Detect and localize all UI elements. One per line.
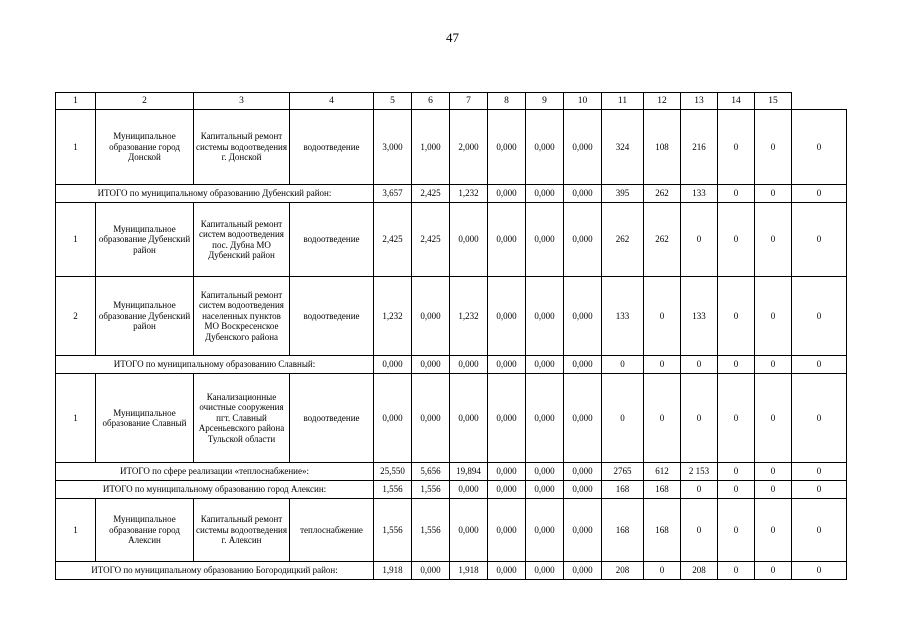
table-cell: 0 <box>718 499 755 562</box>
header-cell: 15 <box>755 93 792 110</box>
table-cell: 0 <box>681 481 718 499</box>
table-cell: 0,000 <box>412 356 450 374</box>
table-cell: 0 <box>718 277 755 356</box>
table-cell: 0 <box>644 277 681 356</box>
table-cell: 0 <box>681 499 718 562</box>
table-cell: 262 <box>644 185 681 203</box>
table-cell: 0,000 <box>488 277 526 356</box>
table-cell: 2,000 <box>450 110 488 185</box>
table-cell: 1,556 <box>412 499 450 562</box>
table-cell: 1,918 <box>374 562 412 580</box>
table-cell: Капитальный ремонт системы водоотведения г. Алексин <box>194 499 290 562</box>
table-cell: 0 <box>792 463 847 481</box>
table-cell: 0,000 <box>526 481 564 499</box>
table-cell: 0 <box>644 356 681 374</box>
table-cell: 1,556 <box>412 481 450 499</box>
table-cell: 0,000 <box>488 499 526 562</box>
table-cell: 0 <box>755 185 792 203</box>
table-cell: 0 <box>755 463 792 481</box>
header-cell: 8 <box>488 93 526 110</box>
table-row <box>56 277 847 356</box>
table-cell: 0,000 <box>564 562 602 580</box>
table-cell: Муниципальное образование Дубенский район <box>96 277 194 356</box>
table-cell: 0,000 <box>488 185 526 203</box>
header-cell: 6 <box>412 93 450 110</box>
header-cell: 5 <box>374 93 412 110</box>
table-cell: 25,550 <box>374 463 412 481</box>
table-cell: 0,000 <box>374 356 412 374</box>
table-cell: 0,000 <box>564 277 602 356</box>
table-cell: 0 <box>602 356 644 374</box>
table-cell: 0 <box>718 481 755 499</box>
table-cell: 2765 <box>602 463 644 481</box>
header-cell: 7 <box>450 93 488 110</box>
table-cell: 5,656 <box>412 463 450 481</box>
table-cell: 0 <box>718 110 755 185</box>
table-row <box>56 203 847 277</box>
table-cell: 1,232 <box>450 185 488 203</box>
subtotal-label: ИТОГО по сфере реализации «теплоснабжение»: <box>56 463 374 481</box>
table-cell: 0 <box>755 562 792 580</box>
table-cell: 2,425 <box>412 185 450 203</box>
table-cell: 0,000 <box>526 110 564 185</box>
table-cell: 0 <box>681 203 718 277</box>
table-cell: 0,000 <box>488 481 526 499</box>
table-cell: 0 <box>681 374 718 463</box>
table-cell: 0 <box>792 481 847 499</box>
table-cell: 208 <box>681 562 718 580</box>
table-cell: 0,000 <box>412 562 450 580</box>
subtotal-label: ИТОГО по муниципальному образованию Дубенский район: <box>56 185 374 203</box>
table-cell: 133 <box>681 277 718 356</box>
header-cell: 10 <box>564 93 602 110</box>
table-cell: 1,556 <box>374 499 412 562</box>
table-cell: 0 <box>755 110 792 185</box>
table-cell: 0 <box>755 277 792 356</box>
table-cell: 168 <box>644 481 681 499</box>
table-cell: 0,000 <box>526 203 564 277</box>
table-cell: 0 <box>718 185 755 203</box>
table-cell: теплоснабжение <box>290 499 374 562</box>
table-row <box>56 110 847 185</box>
table-cell: 0,000 <box>450 203 488 277</box>
table-cell: 0,000 <box>374 374 412 463</box>
table-cell: 0 <box>792 277 847 356</box>
table-cell: 168 <box>602 499 644 562</box>
table-cell: 0,000 <box>526 463 564 481</box>
table-cell: 0,000 <box>564 499 602 562</box>
page-number: 47 <box>446 30 459 45</box>
table-cell: 3,657 <box>374 185 412 203</box>
table-cell: 2,425 <box>374 203 412 277</box>
header-cell: 13 <box>681 93 718 110</box>
table-cell: 0,000 <box>564 374 602 463</box>
table-cell: 0,000 <box>564 356 602 374</box>
table-cell: 262 <box>644 203 681 277</box>
table-cell: 1 <box>56 499 96 562</box>
table-cell: 1 <box>56 110 96 185</box>
table-cell: Капитальный ремонт систем водоотведения населенных пунктов МО Воскресенское Дубенского района <box>194 277 290 356</box>
table-cell: 0,000 <box>526 185 564 203</box>
table-cell: Капитальный ремонт систем водоотведения пос. Дубна МО Дубенский район <box>194 203 290 277</box>
table-cell: 0,000 <box>412 277 450 356</box>
table-cell: 2 <box>56 277 96 356</box>
table-cell: 0 <box>644 562 681 580</box>
table-cell: 2,425 <box>412 203 450 277</box>
table-cell: 208 <box>602 562 644 580</box>
subtotal-label: ИТОГО по муниципальному образованию Богородицкий район: <box>56 562 374 580</box>
subtotal-row <box>56 481 847 499</box>
table-cell: 0,000 <box>564 463 602 481</box>
table-cell: 0,000 <box>526 499 564 562</box>
table-cell: 1,000 <box>412 110 450 185</box>
table-cell: 0 <box>792 185 847 203</box>
table-cell: 0,000 <box>488 356 526 374</box>
table-cell: 0,000 <box>526 356 564 374</box>
table-cell: 324 <box>602 110 644 185</box>
table-cell: 0 <box>602 374 644 463</box>
table-cell: 0,000 <box>488 463 526 481</box>
table-cell: Муниципальное образование Славный <box>96 374 194 463</box>
table-cell: 0 <box>718 203 755 277</box>
table-cell: водоотведение <box>290 277 374 356</box>
header-cell: 11 <box>602 93 644 110</box>
table-cell: 395 <box>602 185 644 203</box>
table-cell: 2 153 <box>681 463 718 481</box>
table-cell: 0,000 <box>488 110 526 185</box>
header-cell: 14 <box>718 93 755 110</box>
table-cell: 0,000 <box>450 374 488 463</box>
table-cell: Муниципальное образование город Алексин <box>96 499 194 562</box>
table-cell: 262 <box>602 203 644 277</box>
table-cell: 3,000 <box>374 110 412 185</box>
table-cell: 168 <box>644 499 681 562</box>
table-cell: 216 <box>681 110 718 185</box>
table-cell: 0 <box>792 203 847 277</box>
table-cell: 1 <box>56 203 96 277</box>
table-cell: 612 <box>644 463 681 481</box>
subtotal-label: ИТОГО по муниципальному образованию Славный: <box>56 356 374 374</box>
table-cell: Муниципальное образование город Донской <box>96 110 194 185</box>
table-cell: Муниципальное образование Дубенский район <box>96 203 194 277</box>
header-cell: 3 <box>194 93 290 110</box>
table-cell: 1,556 <box>374 481 412 499</box>
table-cell: 0,000 <box>450 481 488 499</box>
table-cell: 0 <box>792 356 847 374</box>
table-cell: 0 <box>718 374 755 463</box>
table-row <box>56 374 847 463</box>
table-cell: 0,000 <box>450 499 488 562</box>
table-cell: водоотведение <box>290 110 374 185</box>
table-cell: 0 <box>718 463 755 481</box>
table-cell: 0,000 <box>564 203 602 277</box>
table-cell: 0,000 <box>564 110 602 185</box>
table-cell: 0 <box>755 499 792 562</box>
table-cell: 0 <box>755 374 792 463</box>
table-cell: 0,000 <box>564 481 602 499</box>
table-cell: водоотведение <box>290 374 374 463</box>
table-cell: водоотведение <box>290 203 374 277</box>
table-cell: 133 <box>681 185 718 203</box>
subtotal-row <box>56 356 847 374</box>
subtotal-label: ИТОГО по муниципальному образованию город Алексин: <box>56 481 374 499</box>
table-cell: 0 <box>792 499 847 562</box>
header-cell: 4 <box>290 93 374 110</box>
table-cell: 0,000 <box>564 185 602 203</box>
table-cell: 0 <box>718 562 755 580</box>
table-cell: Канализационные очистные сооружения пгт. Славный Арсеньевского района Тульской области <box>194 374 290 463</box>
table-cell: 0,000 <box>526 562 564 580</box>
table-cell: 0 <box>718 356 755 374</box>
table-cell: 0,000 <box>526 374 564 463</box>
table-cell: 1 <box>56 374 96 463</box>
subtotal-row <box>56 562 847 580</box>
table-cell: 0,000 <box>488 203 526 277</box>
table-cell: 1,918 <box>450 562 488 580</box>
table-cell: 0,000 <box>488 374 526 463</box>
table-cell: 0 <box>644 374 681 463</box>
table-cell: 0,000 <box>488 562 526 580</box>
table-cell: 0 <box>755 481 792 499</box>
table-cell: 0 <box>792 110 847 185</box>
header-cell: 2 <box>96 93 194 110</box>
table-cell: 1,232 <box>450 277 488 356</box>
table-cell: 168 <box>602 481 644 499</box>
table-cell: 0 <box>755 203 792 277</box>
table-cell: 0 <box>755 356 792 374</box>
table-cell: 0,000 <box>526 277 564 356</box>
table-cell: 0 <box>681 356 718 374</box>
table-cell: 133 <box>602 277 644 356</box>
table-cell: 108 <box>644 110 681 185</box>
table-cell: 19,894 <box>450 463 488 481</box>
header-cell: 9 <box>526 93 564 110</box>
subtotal-row <box>56 185 847 203</box>
table-cell: 0 <box>792 374 847 463</box>
table-cell: 0 <box>792 562 847 580</box>
table-cell: 1,232 <box>374 277 412 356</box>
table-cell: Капитальный ремонт системы водоотведения г. Донской <box>194 110 290 185</box>
header-row <box>56 93 847 110</box>
header-cell: 1 <box>56 93 96 110</box>
table-cell: 0,000 <box>450 356 488 374</box>
header-cell: 12 <box>644 93 681 110</box>
subtotal-row <box>56 463 847 481</box>
table-row <box>56 499 847 562</box>
table-cell: 0,000 <box>412 374 450 463</box>
report-table <box>55 92 847 580</box>
